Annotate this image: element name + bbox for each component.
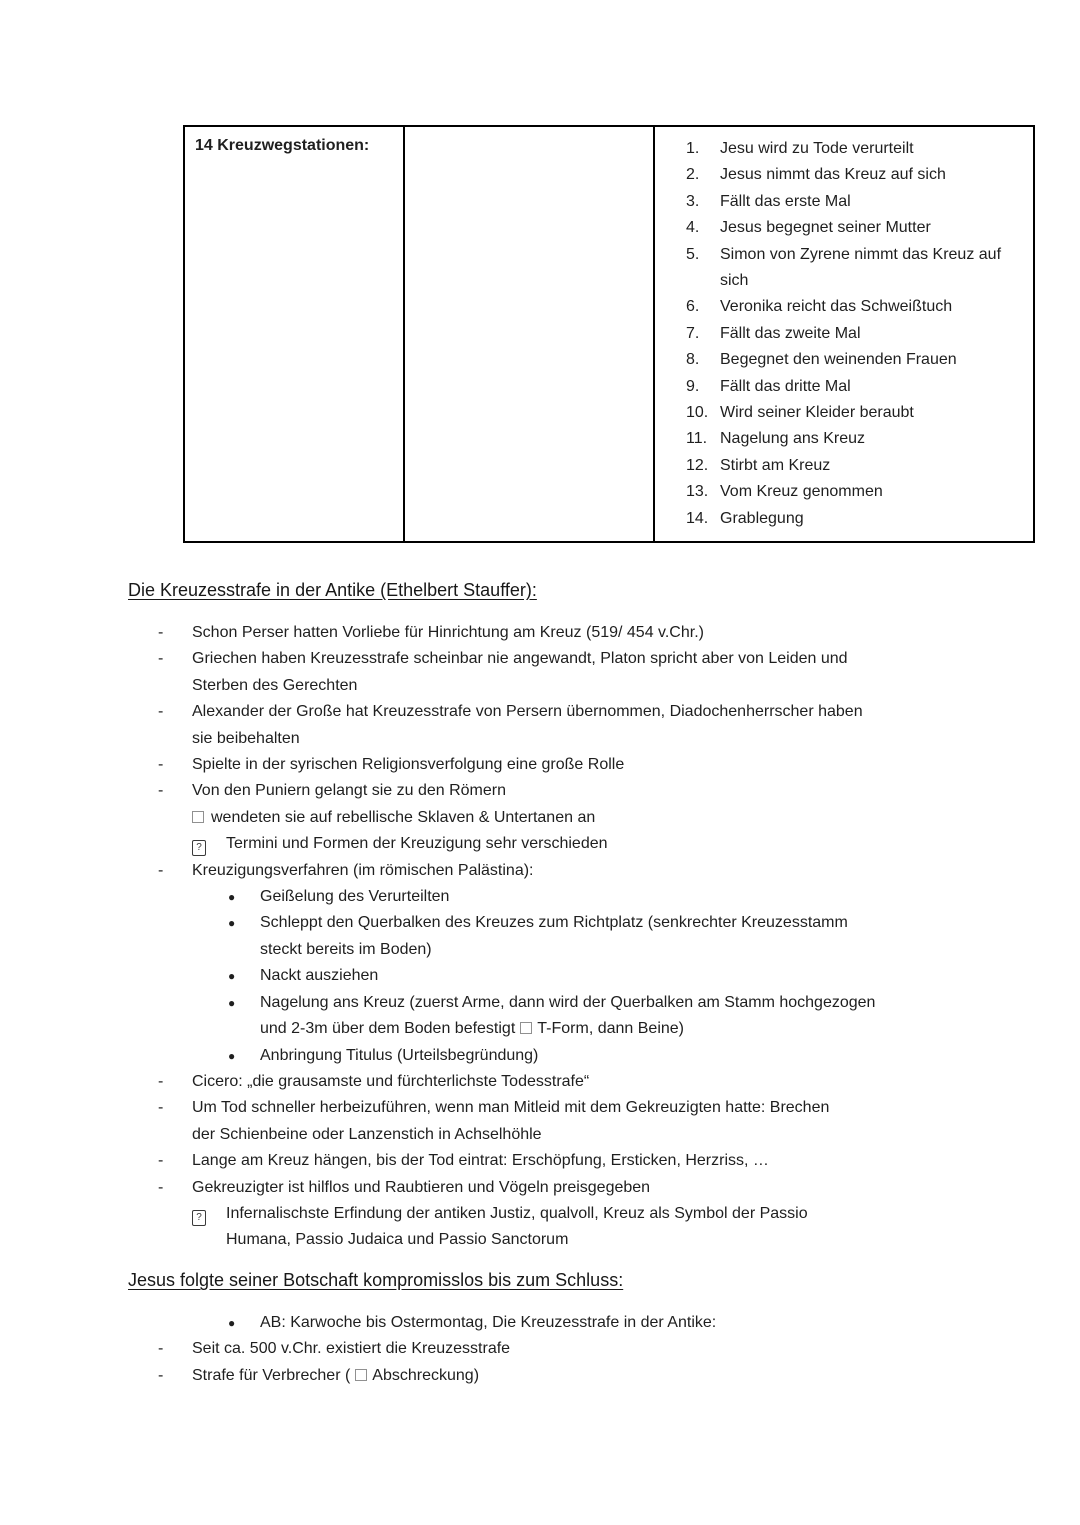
station-number: 6. <box>686 298 700 316</box>
station-number: 5. <box>686 245 700 263</box>
list-item <box>130 1148 970 1174</box>
table-cell-empty <box>404 126 654 542</box>
station-text: Jesus begegnet seiner Mutter <box>720 219 931 237</box>
station-item <box>686 453 1005 479</box>
list-item <box>130 1310 970 1336</box>
station-number: 11. <box>686 430 708 448</box>
list-item <box>130 1336 970 1362</box>
list-item <box>130 884 970 910</box>
station-number: 10. <box>686 404 709 422</box>
bullet-marker: ● <box>228 916 236 931</box>
bullet-marker: ● <box>228 969 236 984</box>
station-number: 12. <box>686 456 709 474</box>
dash-marker: - <box>158 1152 164 1170</box>
list-item-text: Schon Perser hatten Vorliebe für Hinrichtung am Kreuz (519/ 454 v.Chr.) <box>192 624 704 641</box>
list-item-text: wendeten sie auf rebellische Sklaven & Untertanen an <box>211 808 596 826</box>
list-item <box>130 1095 970 1148</box>
station-number: 4. <box>686 219 700 237</box>
list-item <box>130 963 970 989</box>
kreuzesstrafe-list <box>130 620 970 1254</box>
list-item <box>130 805 970 831</box>
station-text: Simon von Zyrene nimmt das Kreuz auf sich <box>720 245 1002 290</box>
table-cell-stations <box>654 126 1034 542</box>
station-text: Fällt das dritte Mal <box>720 377 851 395</box>
dash-marker: - <box>158 650 164 668</box>
station-number: 9. <box>686 377 700 395</box>
dash-marker: - <box>158 1072 164 1090</box>
station-number: 7. <box>686 324 700 342</box>
list-item-text: Kreuzigungsverfahren (im römischen Palästina): <box>192 861 534 879</box>
table-label: 14 Kreuzwegstationen: <box>195 137 370 154</box>
station-item <box>686 162 1005 188</box>
list-item <box>130 620 970 646</box>
list-item <box>130 1043 970 1069</box>
station-item <box>686 321 1005 347</box>
list-item <box>130 831 970 857</box>
station-text: Fällt das erste Mal <box>720 192 851 210</box>
station-number: 1. <box>686 140 700 157</box>
dash-marker: - <box>158 782 164 800</box>
station-text: Jesus nimmt das Kreuz auf sich <box>720 166 946 184</box>
station-item <box>686 215 1005 241</box>
table-row <box>184 126 1034 542</box>
list-item-text: Schleppt den Querbalken des Kreuzes zum Richtplatz (senkrechter Kreuzesstamm steckt bereits im Boden) <box>260 914 848 958</box>
question-box-icon: ? <box>192 1210 206 1226</box>
station-text: Fällt das zweite Mal <box>720 324 861 342</box>
list-item-text: Lange am Kreuz hängen, bis der Tod eintrat: Erschöpfung, Ersticken, Herzriss, … <box>192 1152 769 1170</box>
list-item <box>130 858 970 884</box>
station-item <box>686 479 1005 505</box>
list-item <box>130 1069 970 1095</box>
station-item <box>686 136 1005 162</box>
list-item-text: Alexander der Große hat Kreuzesstrafe von Persern übernommen, Diadochenherrscher haben sie beibehalten <box>192 703 863 747</box>
bullet-marker: ● <box>228 890 236 905</box>
list-item-text: Um Tod schneller herbeizuführen, wenn man Mitleid mit dem Gekreuzigten hatte: Brechen der Schienbeine oder Lanzenstich in Achselhöhle <box>192 1099 830 1143</box>
list-item-text: Cicero: „die grausamste und fürchterlichste Todesstrafe“ <box>192 1072 590 1090</box>
list-item <box>130 1201 970 1254</box>
empty-box-icon <box>192 811 204 823</box>
list-item <box>130 990 970 1043</box>
stations-table <box>183 125 1035 543</box>
list-item-text: Griechen haben Kreuzesstrafe scheinbar nie angewandt, Platon spricht aber von Leiden und Sterben des Gerechten <box>192 650 848 694</box>
list-item-text: Von den Puniern gelangt sie zu den Römern <box>192 782 506 800</box>
station-text: Vom Kreuz genommen <box>720 483 883 501</box>
station-text: Stirbt am Kreuz <box>720 456 831 474</box>
list-item <box>130 699 970 752</box>
station-text: Veronika reicht das Schweißtuch <box>720 298 953 316</box>
station-text: Nagelung ans Kreuz <box>720 430 865 448</box>
list-item-text: Gekreuzigter ist hilflos und Raubtieren und Vögeln preisgegeben <box>192 1178 651 1196</box>
list-item-text: Nagelung ans Kreuz (zuerst Arme, dann wird der Querbalken am Stamm hochgezogen und 2-3m über dem Boden befestigt T-Form, dann Beine) <box>260 993 876 1038</box>
bullet-marker: ● <box>228 1048 236 1063</box>
section-heading-kreuzesstrafe: Die Kreuzesstrafe in der Antike (Ethelbert Stauffer): <box>128 580 537 600</box>
station-text: Jesu wird zu Tode verurteilt <box>720 140 914 157</box>
station-number: 2. <box>686 166 700 184</box>
station-text: Wird seiner Kleider beraubt <box>720 404 914 422</box>
list-item-text: AB: Karwoche bis Ostermontag, Die Kreuzesstrafe in der Antike: <box>260 1314 717 1331</box>
station-item <box>686 242 1005 295</box>
list-item-text: Seit ca. 500 v.Chr. existiert die Kreuzesstrafe <box>192 1340 511 1358</box>
list-item-text: Nackt ausziehen <box>260 967 379 985</box>
list-item-text: Geißelung des Verurteilten <box>260 888 450 906</box>
list-item-text: Anbringung Titulus (Urteilsbegründung) <box>260 1046 539 1064</box>
station-item <box>686 347 1005 373</box>
list-item <box>130 1175 970 1201</box>
station-number: 14. <box>686 509 709 527</box>
table-cell-label <box>184 126 404 542</box>
station-item <box>686 506 1005 532</box>
dash-marker: - <box>158 1178 164 1196</box>
station-text: Grablegung <box>720 509 804 527</box>
station-number: 13. <box>686 483 709 501</box>
list-item <box>130 910 970 963</box>
station-item <box>686 294 1005 320</box>
dash-marker: - <box>158 1366 164 1384</box>
station-item <box>686 400 1005 426</box>
section-heading-jesus-botschaft: Jesus folgte seiner Botschaft kompromisslos bis zum Schluss: <box>128 1270 624 1290</box>
dash-marker: - <box>158 756 164 774</box>
list-item-text: Spielte in der syrischen Religionsverfolgung eine große Rolle <box>192 756 625 774</box>
dash-marker: - <box>158 861 164 879</box>
list-item-text: Infernalischste Erfindung der antiken Justiz, qualvoll, Kreuz als Symbol der Passio Humana, Passio Judaica und Passio Sanctorum <box>226 1204 808 1249</box>
list-item-text: Strafe für Verbrecher ( Abschreckung) <box>192 1366 480 1384</box>
jesus-botschaft-list <box>130 1310 970 1389</box>
dash-marker: - <box>158 703 164 721</box>
list-item-text: Termini und Formen der Kreuzigung sehr verschieden <box>226 835 608 853</box>
bullet-marker: ● <box>228 1316 236 1330</box>
station-number: 8. <box>686 351 700 369</box>
list-item <box>130 1363 970 1389</box>
question-box-icon: ? <box>192 840 206 856</box>
station-item <box>686 426 1005 452</box>
empty-box-icon <box>355 1369 367 1381</box>
list-item <box>130 752 970 778</box>
bullet-marker: ● <box>228 995 236 1010</box>
station-number: 3. <box>686 192 700 210</box>
dash-marker: - <box>158 624 164 641</box>
list-item <box>130 778 970 804</box>
station-item <box>686 374 1005 400</box>
dash-marker: - <box>158 1340 164 1358</box>
list-item <box>130 646 970 699</box>
empty-box-icon <box>520 1022 532 1034</box>
station-item <box>686 189 1005 215</box>
dash-marker: - <box>158 1099 164 1117</box>
station-text: Begegnet den weinenden Frauen <box>720 351 957 369</box>
